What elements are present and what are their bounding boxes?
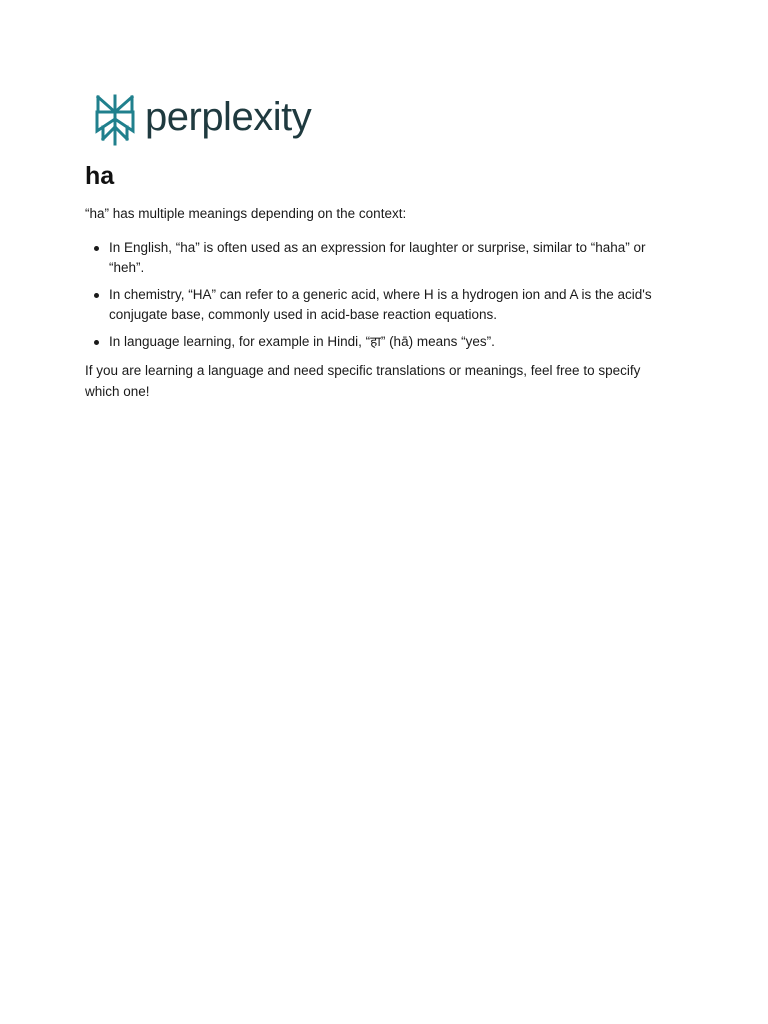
closing-paragraph: If you are learning a language and need specific translations or meanings, feel free to specify which one!: [85, 363, 641, 399]
bullet-icon: [94, 340, 99, 345]
bullet-icon: [94, 293, 99, 298]
list-item-text: In English, “ha” is often used as an expression for laughter or surprise, similar to “haha” or “heh”.: [109, 240, 646, 275]
list-item-text: In chemistry, “HA” can refer to a generic acid, where H is a hydrogen ion and A is the acid's conjugate base, commonly used in acid-base reaction equations.: [109, 287, 652, 322]
list-item: [85, 332, 675, 352]
list-item: [85, 285, 675, 325]
page-title: ha: [85, 162, 115, 190]
bullet-icon: [94, 246, 99, 251]
intro-paragraph: “ha” has multiple meanings depending on the context:: [85, 206, 407, 221]
meanings-list: [85, 238, 675, 359]
list-item-text: In language learning, for example in Hindi, “हा” (hā) means “yes”.: [109, 334, 495, 349]
perplexity-logo: [93, 92, 333, 148]
list-item: [85, 238, 675, 278]
perplexity-wordmark: perplexity: [145, 95, 312, 139]
perplexity-logo-icon: [93, 93, 137, 147]
